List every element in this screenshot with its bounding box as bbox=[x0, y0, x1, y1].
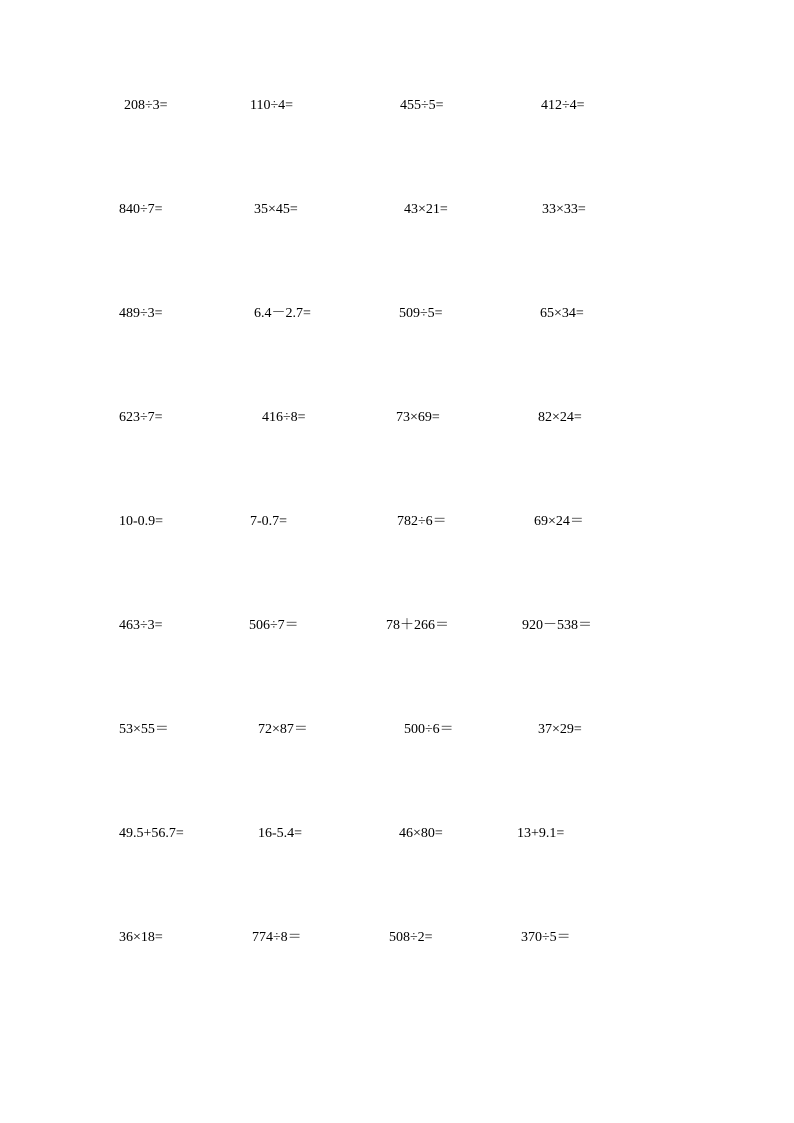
problem-r7-c1: 53×55＝ bbox=[119, 722, 169, 737]
problem-r2-c1: 840÷7= bbox=[119, 202, 163, 217]
problem-r4-c2: 416÷8= bbox=[262, 410, 306, 425]
problem-r6-c1: 463÷3= bbox=[119, 618, 163, 633]
problem-r3-c3: 509÷5= bbox=[399, 306, 443, 321]
problem-r9-c3: 508÷2= bbox=[389, 930, 433, 945]
problem-r3-c2: 6.4－2.7= bbox=[254, 306, 311, 321]
problem-r2-c3: 43×21= bbox=[404, 202, 448, 217]
problem-r6-c2: 506÷7＝ bbox=[249, 618, 299, 633]
problem-r8-c3: 46×80= bbox=[399, 826, 443, 841]
problem-r5-c1: 10-0.9= bbox=[119, 514, 164, 529]
problem-r1-c4: 412÷4= bbox=[541, 98, 585, 113]
problem-r5-c4: 69×24＝ bbox=[534, 514, 584, 529]
problem-r3-c4: 65×34= bbox=[540, 306, 584, 321]
problem-r7-c4: 37×29= bbox=[538, 722, 582, 737]
problem-r6-c4: 920－538＝ bbox=[522, 618, 592, 633]
problem-r1-c1: 208÷3= bbox=[124, 98, 168, 113]
problem-r9-c1: 36×18= bbox=[119, 930, 163, 945]
problem-r7-c3: 500÷6＝ bbox=[404, 722, 454, 737]
problem-r4-c3: 73×69= bbox=[396, 410, 440, 425]
problem-r4-c1: 623÷7= bbox=[119, 410, 163, 425]
problem-r3-c1: 489÷3= bbox=[119, 306, 163, 321]
problem-r8-c1: 49.5+56.7= bbox=[119, 826, 184, 841]
problem-r2-c2: 35×45= bbox=[254, 202, 298, 217]
problem-r8-c2: 16-5.4= bbox=[258, 826, 303, 841]
problem-r8-c4: 13+9.1= bbox=[517, 826, 565, 841]
problem-r6-c3: 78＋266＝ bbox=[386, 618, 449, 633]
problem-r7-c2: 72×87＝ bbox=[258, 722, 308, 737]
problem-r9-c2: 774÷8＝ bbox=[252, 930, 302, 945]
problem-r1-c3: 455÷5= bbox=[400, 98, 444, 113]
problem-r2-c4: 33×33= bbox=[542, 202, 586, 217]
problem-r5-c3: 782÷6＝ bbox=[397, 514, 447, 529]
problem-r9-c4: 370÷5＝ bbox=[521, 930, 571, 945]
problem-r5-c2: 7-0.7= bbox=[250, 514, 288, 529]
problem-r1-c2: 110÷4= bbox=[250, 98, 294, 113]
problem-r4-c4: 82×24= bbox=[538, 410, 582, 425]
